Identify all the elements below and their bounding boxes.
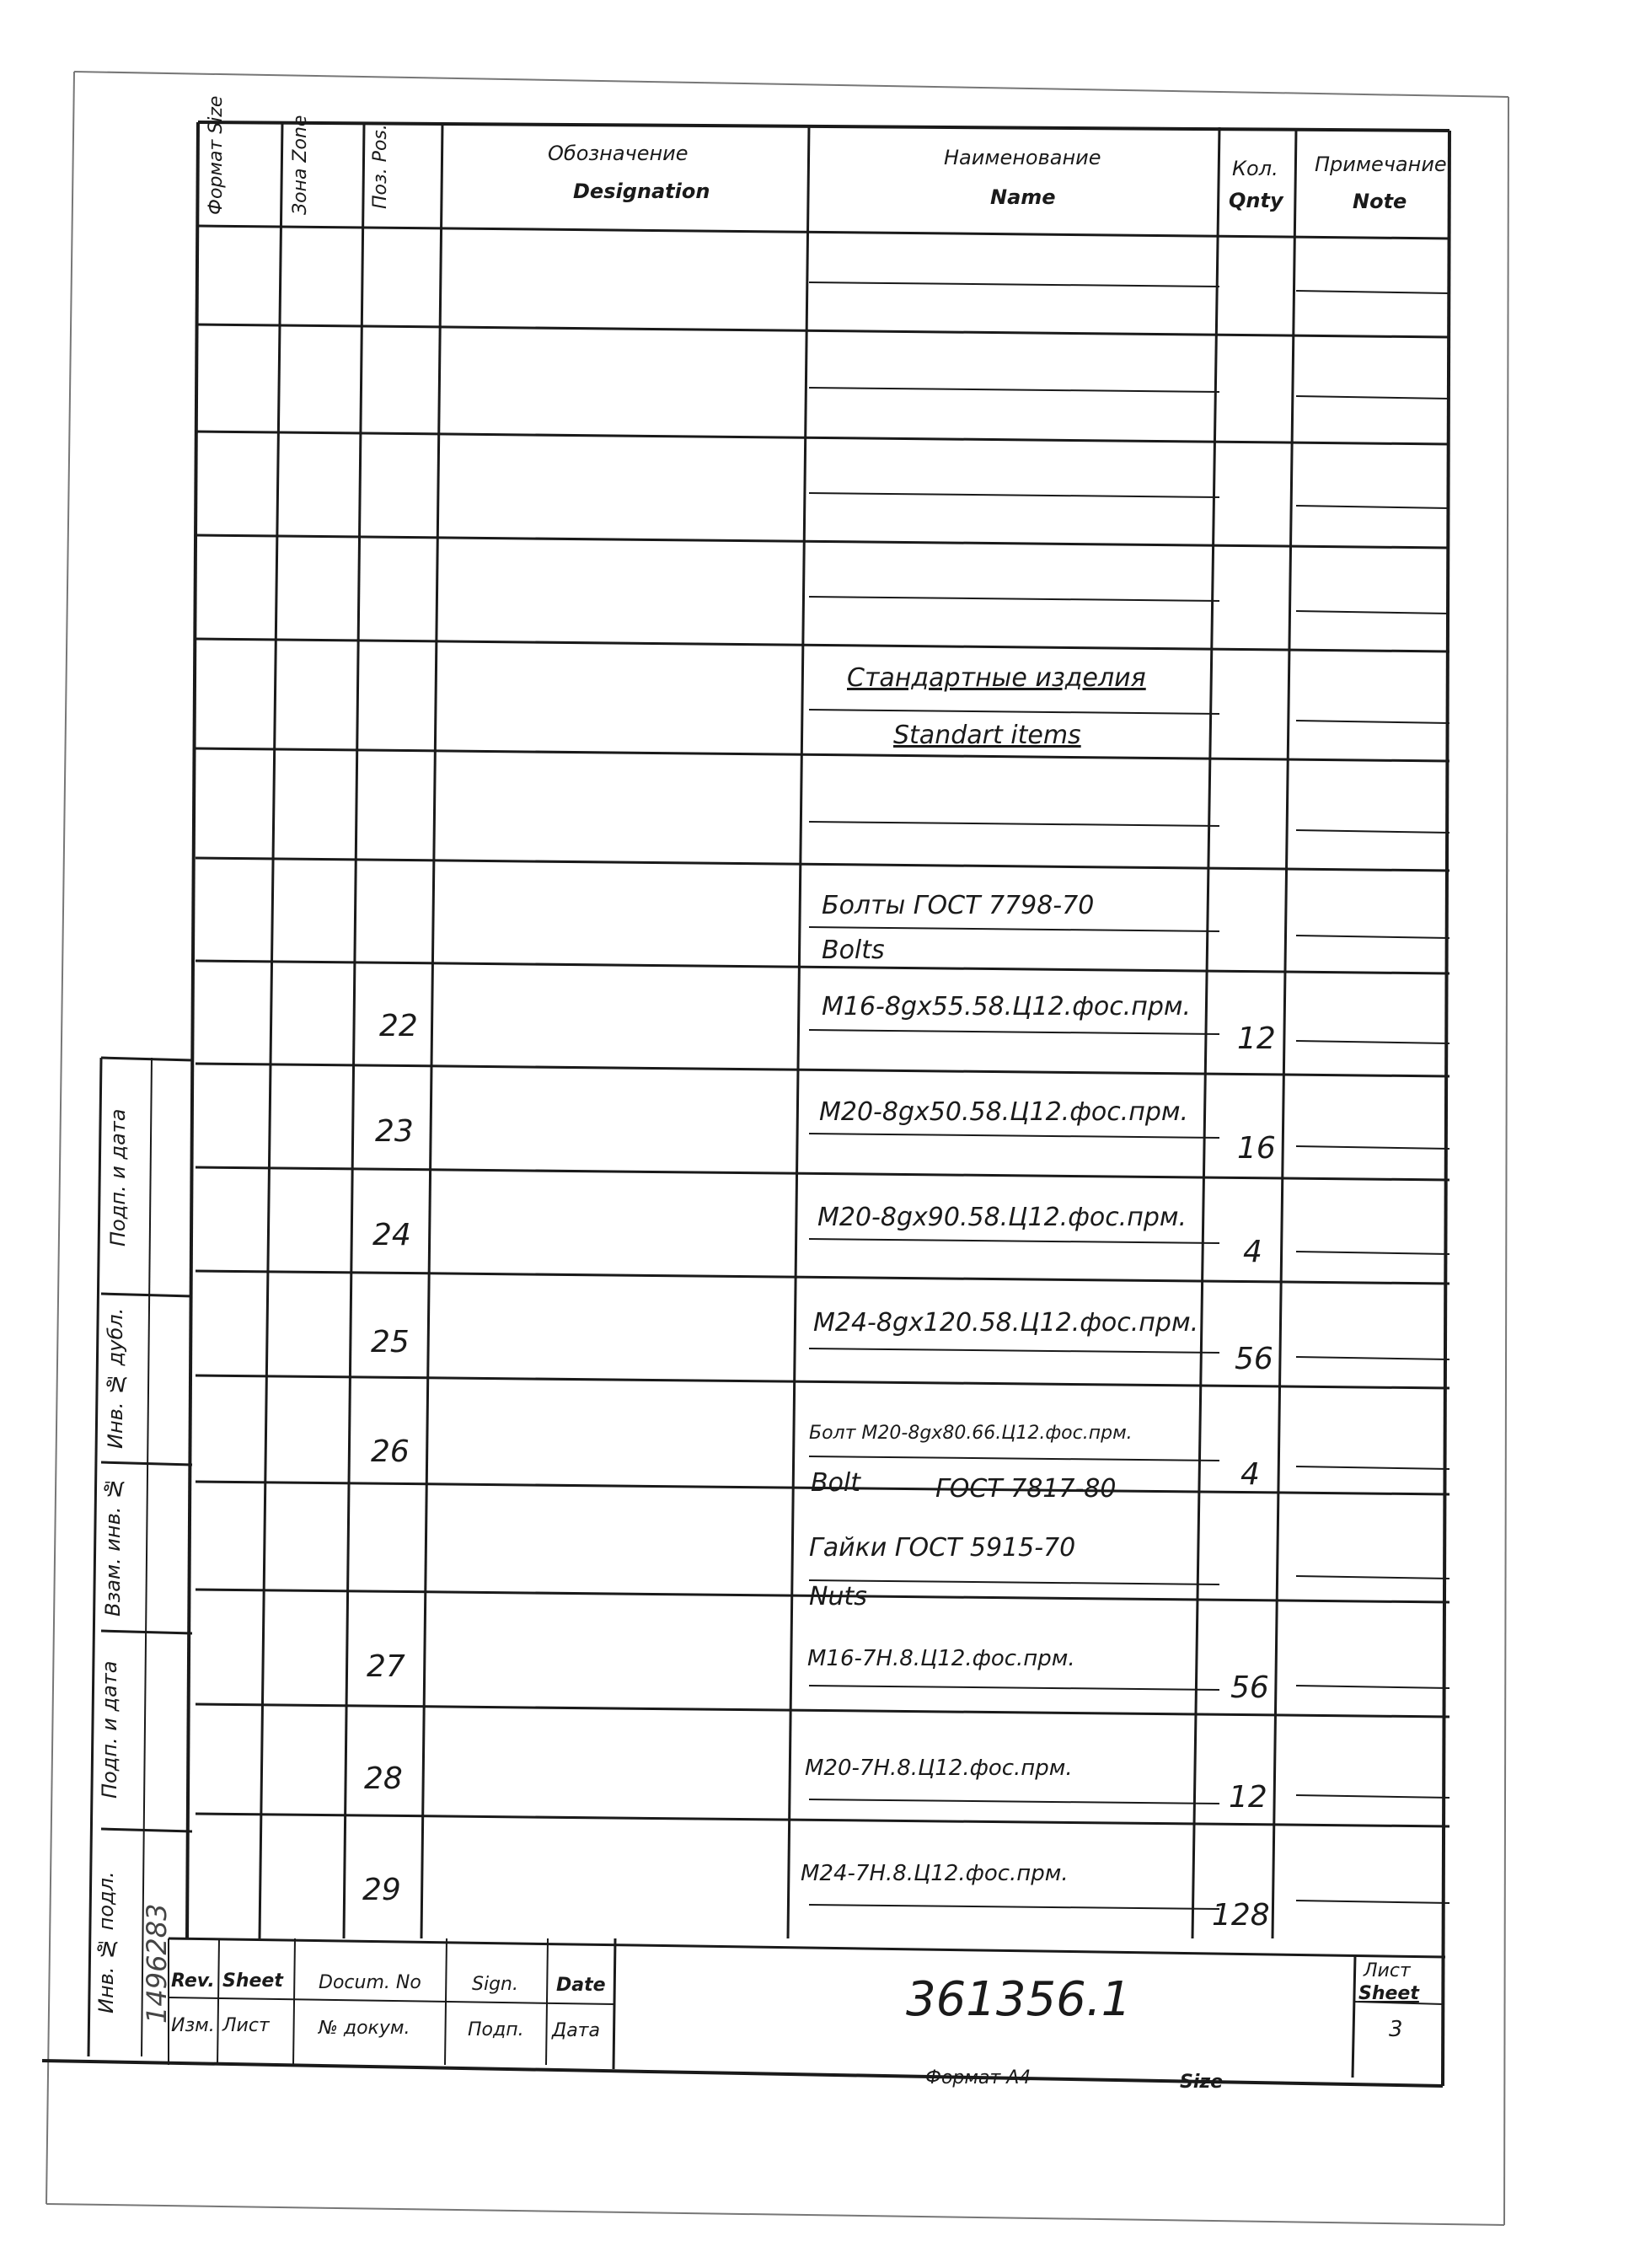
tb-sheet-num: 3 xyxy=(1389,2017,1403,2042)
header-zone: Зона Zone xyxy=(290,115,311,215)
tb-size-label: Size xyxy=(1180,2072,1224,2093)
stamp-sign-date-1: Подп. и дата xyxy=(106,1108,130,1247)
item-pos: 27 xyxy=(367,1649,405,1684)
stamp-inv-number: 1496283 xyxy=(141,1903,173,2024)
tb-list: Лист xyxy=(222,2015,270,2036)
header-name-en: Name xyxy=(990,185,1056,209)
header-designation-en: Designation xyxy=(573,180,710,203)
header-name-ru: Наименование xyxy=(944,146,1101,169)
header-note-ru: Примечание xyxy=(1315,153,1447,176)
item-qty: 4 xyxy=(1240,1457,1260,1492)
tb-sheet-en: Sheet xyxy=(222,1970,283,1992)
item-pos: 23 xyxy=(375,1114,414,1149)
stamp-inv-replace: Взам. инв. № xyxy=(101,1477,125,1617)
item-qty: 12 xyxy=(1237,1021,1276,1056)
bolt-name-en: Bolt xyxy=(811,1468,861,1498)
item-qty: 16 xyxy=(1237,1131,1276,1166)
group-bolts-en: Bolts xyxy=(822,936,885,965)
section-title-ru: Стандартные изделия xyxy=(847,663,1146,693)
tb-dokum: № докум. xyxy=(319,2018,410,2039)
header-format: Формат Size xyxy=(206,95,227,215)
tb-date: Date xyxy=(556,1975,606,1996)
item-qty: 12 xyxy=(1229,1780,1267,1815)
tb-podp: Подп. xyxy=(468,2019,524,2040)
item-pos: 29 xyxy=(362,1873,401,1907)
item-qty: 128 xyxy=(1212,1898,1270,1933)
tb-rev: Rev. xyxy=(171,1970,215,1992)
item-name: М24-7Н.8.Ц12.фос.прм. xyxy=(801,1861,1069,1886)
stamp-inv-orig: Инв. № подл. xyxy=(94,1871,118,2014)
item-name: М16-8gx55.58.Ц12.фос.прм. xyxy=(822,992,1192,1021)
bolt-standard: ГОСТ 7817-80 xyxy=(935,1474,1117,1504)
item-qty: 4 xyxy=(1243,1235,1262,1269)
item-name: М16-7Н.8.Ц12.фос.прм. xyxy=(807,1646,1075,1671)
tb-izm: Изм. xyxy=(171,2015,215,2036)
stamp-sign-date-2: Подп. и дата xyxy=(98,1660,121,1799)
item-pos: 25 xyxy=(371,1325,410,1359)
bolt-name-ru: Болт М20-8gx80.66.Ц12.фос.прм. xyxy=(809,1423,1133,1444)
group-nuts-ru: Гайки ГОСТ 5915-70 xyxy=(809,1533,1076,1563)
header-designation-ru: Обозначение xyxy=(548,142,689,165)
item-name: М20-8gx90.58.Ц12.фос.прм. xyxy=(817,1203,1187,1232)
tb-format-label: Формат А4 xyxy=(925,2067,1031,2088)
tb-docum: Docum. No xyxy=(319,1972,421,1993)
header-qty-ru: Кол. xyxy=(1232,157,1278,180)
group-bolts-ru: Болты ГОСТ 7798-70 xyxy=(822,891,1095,920)
item-qty: 56 xyxy=(1235,1342,1273,1376)
item-pos: 24 xyxy=(372,1218,411,1252)
stamp-dup-inv: Инв. № дубл. xyxy=(104,1307,127,1449)
doc-number: 361356.1 xyxy=(906,1972,1132,2027)
item-pos: 28 xyxy=(364,1761,403,1796)
item-pos: 26 xyxy=(371,1434,410,1469)
header-qty-en: Qnty xyxy=(1229,189,1283,212)
tb-data: Дата xyxy=(552,2020,600,2041)
tb-sheet-ru: Лист xyxy=(1364,1960,1411,1981)
item-name: М20-7Н.8.Ц12.фос.прм. xyxy=(805,1756,1073,1781)
item-name: М24-8gx120.58.Ц12.фос.прм. xyxy=(813,1308,1199,1338)
item-pos: 22 xyxy=(379,1009,418,1043)
item-name: М20-8gx50.58.Ц12.фос.прм. xyxy=(819,1097,1189,1127)
header-pos: Поз. Pos. xyxy=(370,124,391,209)
item-qty: 56 xyxy=(1230,1670,1269,1705)
tb-sheet-label-en: Sheet xyxy=(1358,1983,1419,2004)
header-note-en: Note xyxy=(1353,190,1407,213)
section-title-en: Standart items xyxy=(893,721,1081,750)
group-nuts-en: Nuts xyxy=(809,1582,867,1611)
tb-sign: Sign. xyxy=(472,1974,518,1995)
